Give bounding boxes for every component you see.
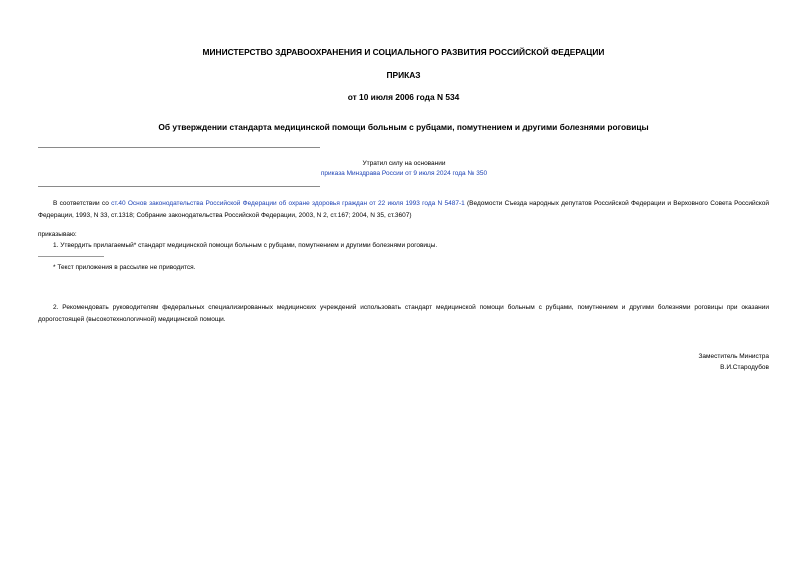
order-item-2-text: 2. Рекомендовать руководителям федеральных специализированных медицинских учреждений использовать стандарт медицинской помощи больным с рубцами, помутнением и другими болезнями роговицы при оказании дорогостоящей (высокотехнологичной) медицинской помощи. [38, 304, 769, 323]
ministry-heading: МИНИСТЕРСТВО ЗДРАВООХРАНЕНИЯ И СОЦИАЛЬНОГО РАЗВИТИЯ РОССИЙСКОЙ ФЕДЕРАЦИИ [202, 47, 605, 57]
repeal-order-link[interactable]: приказа Минздрава России от 9 июля 2024 года № 350 [320, 170, 488, 177]
status-divider-top [38, 147, 320, 148]
order-word: приказываю: [38, 231, 77, 238]
basis-paragraph [38, 198, 769, 222]
document-type: ПРИКАЗ [386, 70, 421, 80]
order-item-2 [38, 302, 769, 326]
order-date-number: от 10 июля 2006 года N 534 [347, 92, 460, 102]
order-item-1: 1. Утвердить прилагаемый* стандарт медицинской помощи больным с рубцами, помутнением и другими болезнями роговицы. [53, 242, 438, 249]
status-label: Утратил силу на основании [362, 160, 446, 167]
order-subject: Об утверждении стандарта медицинской помощи больным с рубцами, помутнением и другими болезнями роговицы [158, 122, 649, 132]
footnote-divider [38, 256, 104, 257]
footnote-text: * Текст приложения в рассылке не приводится. [53, 264, 196, 271]
status-divider-bottom [38, 186, 320, 187]
basis-prefix: В соответствии со [53, 200, 112, 207]
basis-suffix: (Ведомости Съезда народных депутатов Российской Федерации и Верховного Совета Российской Федерации, 1993, N 33, ст.1318; Собрание законодательства Российской Федерации, 2003, N 2, ст.167; 2004, N 35, ст.3607) [38, 200, 769, 219]
signatory-title: Заместитель Министра [698, 353, 769, 360]
law-article-link[interactable]: ст.40 Основ законодательства Российской Федерации об охране здоровья граждан от 22 июля 1993 года N 5487-1 [111, 200, 465, 207]
signatory-name: В.И.Стародубов [720, 364, 769, 371]
